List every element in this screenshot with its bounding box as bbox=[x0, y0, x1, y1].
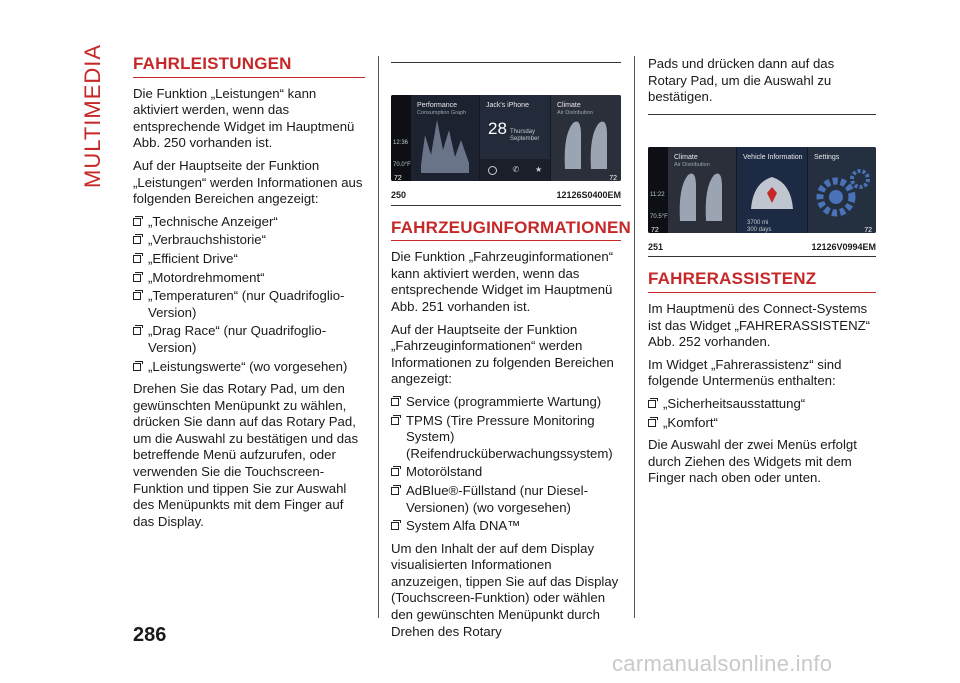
checkbox-bullet-icon bbox=[133, 327, 141, 335]
paragraph: Im Widget „Fahrerassistenz“ sind folgende Untermenüs enthalten: bbox=[648, 356, 842, 389]
paragraph: Die Auswahl der zwei Menüs erfolgt durch Ziehen des Widgets mit dem Finger nach oben oder unten. bbox=[648, 437, 857, 486]
figure-number: 250 bbox=[391, 190, 407, 200]
paragraph: Um den Inhalt der auf dem Display visualisierten Informationen anzuzeigen, tippen Sie auf das Display (Touchscreen-Funktion) oder wählen den gewünschten Menüpunkt durch Drehen des Rotary bbox=[391, 540, 619, 639]
gear-icon bbox=[808, 147, 876, 233]
checkbox-bullet-icon bbox=[133, 363, 141, 371]
checkbox-bullet-icon bbox=[133, 236, 141, 244]
widget-vehicle-information[interactable]: Vehicle Information 3700 mi 300 days bbox=[737, 147, 807, 233]
phone-action-row bbox=[480, 159, 550, 181]
paragraph: Auf der Hauptseite der Funktion „Fahrzeuginformationen“ werden Informationen zu folgenden Bereichen angezeigt: bbox=[391, 321, 614, 387]
list-item: „Motordrehmoment“ bbox=[133, 270, 365, 287]
paragraph: Pads und drücken dann auf das Rotary Pad, um die Auswahl zu bestätigen. bbox=[648, 56, 835, 105]
column-divider bbox=[634, 56, 635, 618]
status-strip: 12:36 70.0°F 72 bbox=[391, 95, 411, 181]
figure-250-screenshot bbox=[391, 95, 621, 181]
car-seat-icon bbox=[668, 147, 736, 233]
checkbox-bullet-icon bbox=[391, 522, 399, 530]
list-item: „Verbrauchshistorie“ bbox=[133, 232, 365, 249]
phone-icon[interactable]: ✆ bbox=[512, 164, 520, 174]
list-item: „Efficient Drive“ bbox=[133, 251, 365, 268]
figure-top-rule bbox=[648, 114, 876, 115]
checkbox-bullet-icon bbox=[648, 419, 656, 427]
consumption-graph-icon bbox=[411, 95, 479, 181]
figure-caption bbox=[648, 237, 876, 258]
list-item: „Technische Anzeiger“ bbox=[133, 214, 365, 231]
checkbox-bullet-icon bbox=[391, 468, 399, 476]
watermark: carmanualsonline.info bbox=[612, 651, 833, 676]
list-item: „Drag Race“ (nur Quadrifoglio-Version) bbox=[133, 323, 365, 356]
checkbox-bullet-icon bbox=[391, 417, 399, 425]
heading-fahrleistungen: FAHRLEISTUNGEN bbox=[133, 56, 365, 78]
list-item: Service (programmierte Wartung) bbox=[391, 394, 621, 411]
widget-performance[interactable]: Performance Consumption Graph bbox=[411, 95, 479, 181]
list-item: „Sicherheitsausstattung“ bbox=[648, 396, 876, 413]
widget-climate[interactable]: Climate Air Distribution bbox=[668, 147, 736, 233]
bullet-list bbox=[391, 394, 621, 535]
checkbox-bullet-icon bbox=[133, 274, 141, 282]
section-side-label bbox=[72, 43, 112, 188]
paragraph: Auf der Hauptseite der Funktion „Leistungen“ werden Informationen aus folgenden Bereichen angezeigt: bbox=[133, 157, 363, 207]
column-vehicle-info bbox=[391, 56, 631, 646]
heading-fahrzeuginformationen: FAHRZEUGINFORMATIONEN bbox=[391, 220, 621, 242]
star-icon[interactable]: ★ bbox=[534, 164, 543, 174]
figure-code: 12126S0400EM bbox=[556, 190, 621, 200]
paragraph: Drehen Sie das Rotary Pad, um den gewünschten Menüpunkt zu wählen, drücken Sie dann auf das Rotary Pad, um die Auswahl zu bestätigen und das betreffende Menü aufzurufen, oder verwenden Sie die Touchscreen-Funktion und tippen Sie zur Auswahl des Menüpunkts mit dem Finger auf das Display. bbox=[133, 381, 359, 529]
list-item: „Temperaturen“ (nur Quadrifoglio-Version) bbox=[133, 288, 365, 321]
paragraph: Im Hauptmenü des Connect-Systems ist das Widget „FAHRERASSISTENZ“ Abb. 252 vorhanden. bbox=[648, 300, 871, 350]
column-divider bbox=[378, 56, 379, 618]
figure-caption bbox=[391, 185, 621, 206]
figure-top-rule bbox=[391, 62, 621, 63]
column-driver-assist bbox=[648, 56, 876, 493]
list-item: AdBlue®-Füllstand (nur Diesel-Versionen) (wo vorgesehen) bbox=[391, 483, 621, 516]
list-item: „Komfort“ bbox=[648, 415, 876, 432]
paragraph: Die Funktion „Leistungen“ kann aktiviert werden, wenn das entsprechende Widget im Hauptmenü Abb. 250 vorhanden ist. bbox=[133, 85, 355, 151]
list-item: System Alfa DNA™ bbox=[391, 518, 621, 535]
bullet-list bbox=[648, 396, 876, 431]
heading-fahrerassistenz: FAHRERASSISTENZ bbox=[648, 271, 876, 293]
checkbox-bullet-icon bbox=[391, 398, 399, 406]
column-performance bbox=[133, 56, 365, 536]
car-seat-icon bbox=[551, 95, 621, 181]
paragraph: Die Funktion „Fahrzeuginformationen“ kann aktiviert werden, wenn das entsprechende Widget im Hauptmenü Abb. 251 vorhanden ist. bbox=[391, 249, 614, 314]
widget-phone[interactable]: Jack's iPhone 28 Thursday September ✆ ★ bbox=[480, 95, 550, 181]
widget-climate[interactable]: Climate Air Distribution 72 bbox=[551, 95, 621, 181]
side-label-text: MULTIMEDIA bbox=[80, 43, 105, 188]
checkbox-bullet-icon bbox=[648, 400, 656, 408]
checkbox-bullet-icon bbox=[133, 292, 141, 300]
list-item: „Leistungswerte“ (wo vorgesehen) bbox=[133, 359, 365, 376]
bullet-list bbox=[133, 214, 365, 375]
figure-251-screenshot bbox=[648, 147, 876, 233]
checkbox-bullet-icon bbox=[133, 255, 141, 263]
figure-code: 12126V0994EM bbox=[811, 241, 876, 252]
list-item: Motorölstand bbox=[391, 464, 621, 481]
list-item: TPMS (Tire Pressure Monitoring System) (Reifendrucküberwachungssystem) bbox=[391, 413, 621, 463]
page-number: 286 bbox=[133, 624, 167, 646]
status-strip: 11:22 70.5°F 72 bbox=[648, 147, 668, 233]
history-icon[interactable] bbox=[488, 166, 497, 175]
widget-settings[interactable]: Settings 72 bbox=[808, 147, 876, 233]
figure-number: 251 bbox=[648, 241, 664, 252]
checkbox-bullet-icon bbox=[391, 487, 399, 495]
checkbox-bullet-icon bbox=[133, 218, 141, 226]
